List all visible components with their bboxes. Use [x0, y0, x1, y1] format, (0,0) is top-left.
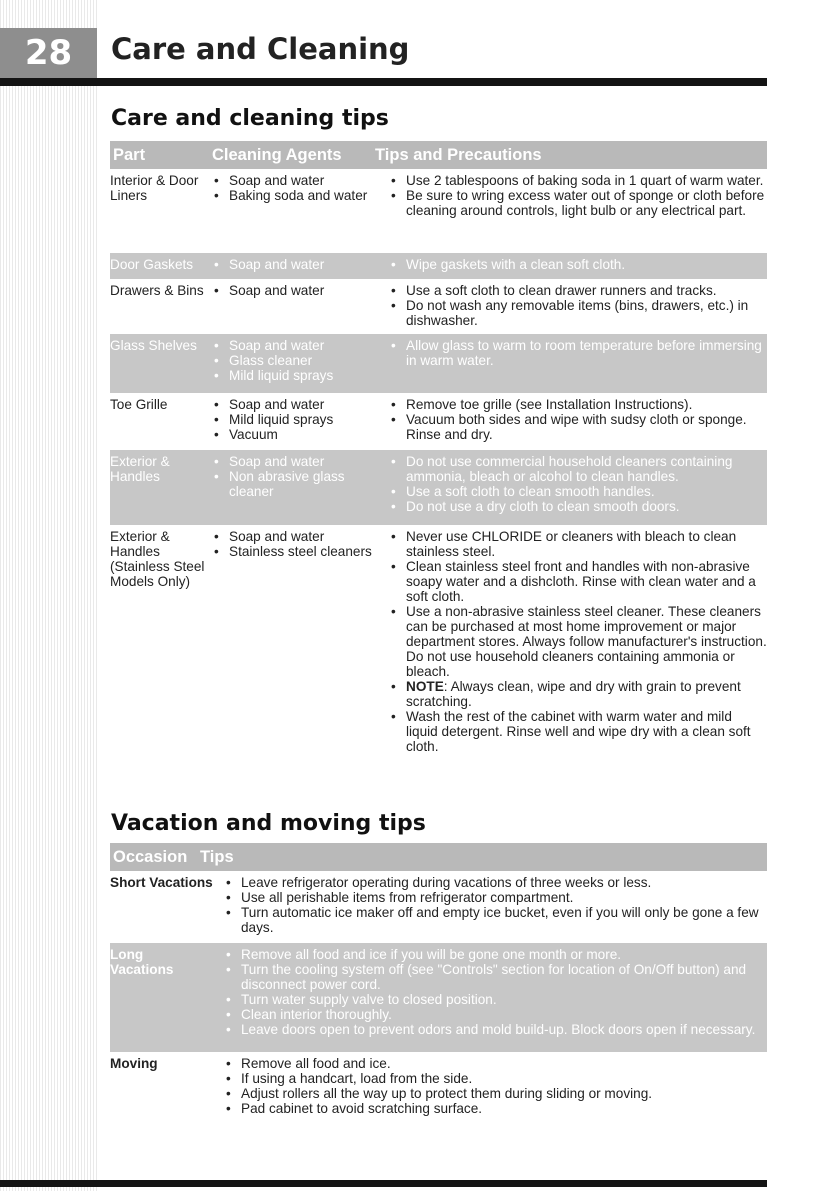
tip-item: • Clean stainless steel front and handles with non-abrasive soapy water and a dishcloth. Rinse with clean water and a soft cloth.: [387, 559, 767, 604]
tip-item: • Use a soft cloth to clean drawer runners and tracks.: [387, 283, 767, 298]
vacation-heading: Vacation and moving tips: [111, 811, 426, 836]
tip-item: • Wash the rest of the cabinet with warm water and mild liquid detergent. Rinse well and wipe dry with a clean soft cloth.: [387, 709, 767, 754]
tips-list: [387, 283, 767, 328]
tip-item: • Do not use a dry cloth to clean smooth doors.: [387, 499, 767, 514]
tip-item: • Never use CHLORIDE or cleaners with bleach to clean stainless steel.: [387, 529, 767, 559]
col-part: Part: [113, 145, 146, 164]
table-row: [110, 871, 767, 943]
tip-item: • Remove all food and ice if you will be gone one month or more.: [222, 947, 767, 962]
tip-item: • Use all perishable items from refrigerator compartment.: [222, 890, 767, 905]
tip-item: • Remove toe grille (see Installation Instructions).: [387, 397, 767, 412]
care-heading: Care and cleaning tips: [111, 106, 389, 131]
agent-item: • Soap and water: [210, 173, 388, 188]
tips-list: [387, 454, 767, 514]
care-table: [110, 141, 767, 787]
table-row: [110, 450, 767, 525]
table-row: [110, 525, 767, 787]
agent-item: • Soap and water: [210, 338, 388, 353]
part-name: Door Gaskets: [110, 257, 194, 272]
page-number: 28: [0, 28, 97, 78]
tip-item: • Be sure to wring excess water out of sponge or cloth before cleaning around controls, light bulb or any electrical part.: [387, 188, 767, 218]
part-name: Toe Grille: [110, 397, 168, 412]
agents-list: [210, 454, 388, 499]
col-tips: Tips: [200, 847, 234, 866]
agent-item: • Mild liquid sprays: [210, 368, 388, 383]
agent-item: • Baking soda and water: [210, 188, 388, 203]
agent-item: • Stainless steel cleaners: [210, 544, 388, 559]
tip-item: • Use 2 tablespoons of baking soda in 1 quart of warm water.: [387, 173, 767, 188]
table-row: [110, 1052, 767, 1132]
note-label: NOTE: [406, 679, 444, 694]
tip-item: • Leave doors open to prevent odors and mold build-up. Block doors open if necessary.: [222, 1022, 767, 1037]
part-name: Exterior & Handles: [110, 454, 170, 484]
agents-list: [210, 338, 388, 383]
tip-item: • Wipe gaskets with a clean soft cloth.: [387, 257, 767, 272]
part-name: Interior & Door Liners: [110, 173, 199, 203]
header-rule: [0, 78, 767, 86]
tip-item: • Adjust rollers all the way up to protect them during sliding or moving.: [222, 1086, 767, 1101]
table-row: [110, 253, 767, 279]
tip-item: • Pad cabinet to avoid scratching surface.: [222, 1101, 767, 1116]
note-item: [387, 679, 767, 709]
tip-item: • If using a handcart, load from the side.: [222, 1071, 767, 1086]
care-table-header: [110, 141, 767, 169]
col-agents: Cleaning Agents: [212, 145, 342, 164]
agents-list: [210, 397, 388, 442]
agent-item: • Non abrasive glass cleaner: [210, 469, 388, 499]
occasion-name: Moving: [110, 1056, 158, 1071]
agent-item: • Soap and water: [210, 397, 388, 412]
agent-item: • Soap and water: [210, 529, 388, 544]
occasion-name: Long Vacations: [110, 947, 174, 977]
section-title: Care and Cleaning: [111, 32, 410, 66]
footer-rule: [0, 1180, 767, 1187]
table-row: [110, 334, 767, 393]
occasion-name: Short Vacations: [110, 875, 213, 890]
tips-list: [387, 173, 767, 218]
tip-item: • Use a non-abrasive stainless steel cleaner. These cleaners can be purchased at most home improvement or major department stores. Always follow manufacturer's instruction. Do not use household cleaners containing ammonia or bleach.: [387, 604, 767, 679]
tip-item: • Turn the cooling system off (see "Controls" section for location of On/Off button) and disconnect power cord.: [222, 962, 767, 992]
tips-list: [387, 397, 767, 442]
vacation-table-header: [110, 843, 767, 871]
col-tips: Tips and Precautions: [375, 145, 542, 164]
part-name: Drawers & Bins: [110, 283, 204, 298]
table-row: [110, 279, 767, 334]
agent-item: • Soap and water: [210, 257, 388, 272]
agents-list: [210, 529, 388, 559]
tips-list: [387, 529, 767, 754]
tips-list: [222, 875, 767, 935]
agents-list: [210, 257, 388, 272]
part-name: Exterior & Handles (Stainless Steel Models Only): [110, 529, 205, 589]
table-row: [110, 169, 767, 253]
tips-list: [222, 947, 767, 1037]
part-name: Glass Shelves: [110, 338, 197, 353]
tip-item: • Leave refrigerator operating during vacations of three weeks or less.: [222, 875, 767, 890]
vacation-table: [110, 843, 767, 1132]
col-occasion: Occasion: [113, 847, 188, 866]
tips-list: [387, 338, 767, 368]
tip-item: • Vacuum both sides and wipe with sudsy cloth or sponge. Rinse and dry.: [387, 412, 767, 442]
tip-item: • Allow glass to warm to room temperature before immersing in warm water.: [387, 338, 767, 368]
agent-item: • Soap and water: [210, 454, 388, 469]
table-row: [110, 393, 767, 450]
agents-list: [210, 283, 388, 298]
tip-item: • Do not use commercial household cleaners containing ammonia, bleach or alcohol to clean handles.: [387, 454, 767, 484]
agent-item: • Mild liquid sprays: [210, 412, 388, 427]
agent-item: • Soap and water: [210, 283, 388, 298]
tip-item: • Remove all food and ice.: [222, 1056, 767, 1071]
tips-list: [387, 257, 767, 272]
sidebar-stripe: [0, 0, 97, 1191]
tips-list: [222, 1056, 767, 1116]
tip-item: • Do not wash any removable items (bins, drawers, etc.) in dishwasher.: [387, 298, 767, 328]
note-text: : Always clean, wipe and dry with grain to prevent scratching.: [406, 679, 741, 709]
table-row: [110, 943, 767, 1052]
tip-item: • Use a soft cloth to clean smooth handles.: [387, 484, 767, 499]
tip-item: • Clean interior thoroughly.: [222, 1007, 767, 1022]
tip-item: • Turn automatic ice maker off and empty ice bucket, even if you will only be gone a few days.: [222, 905, 767, 935]
tip-item: • Turn water supply valve to closed position.: [222, 992, 767, 1007]
agent-item: • Vacuum: [210, 427, 388, 442]
agent-item: • Glass cleaner: [210, 353, 388, 368]
agents-list: [210, 173, 388, 203]
